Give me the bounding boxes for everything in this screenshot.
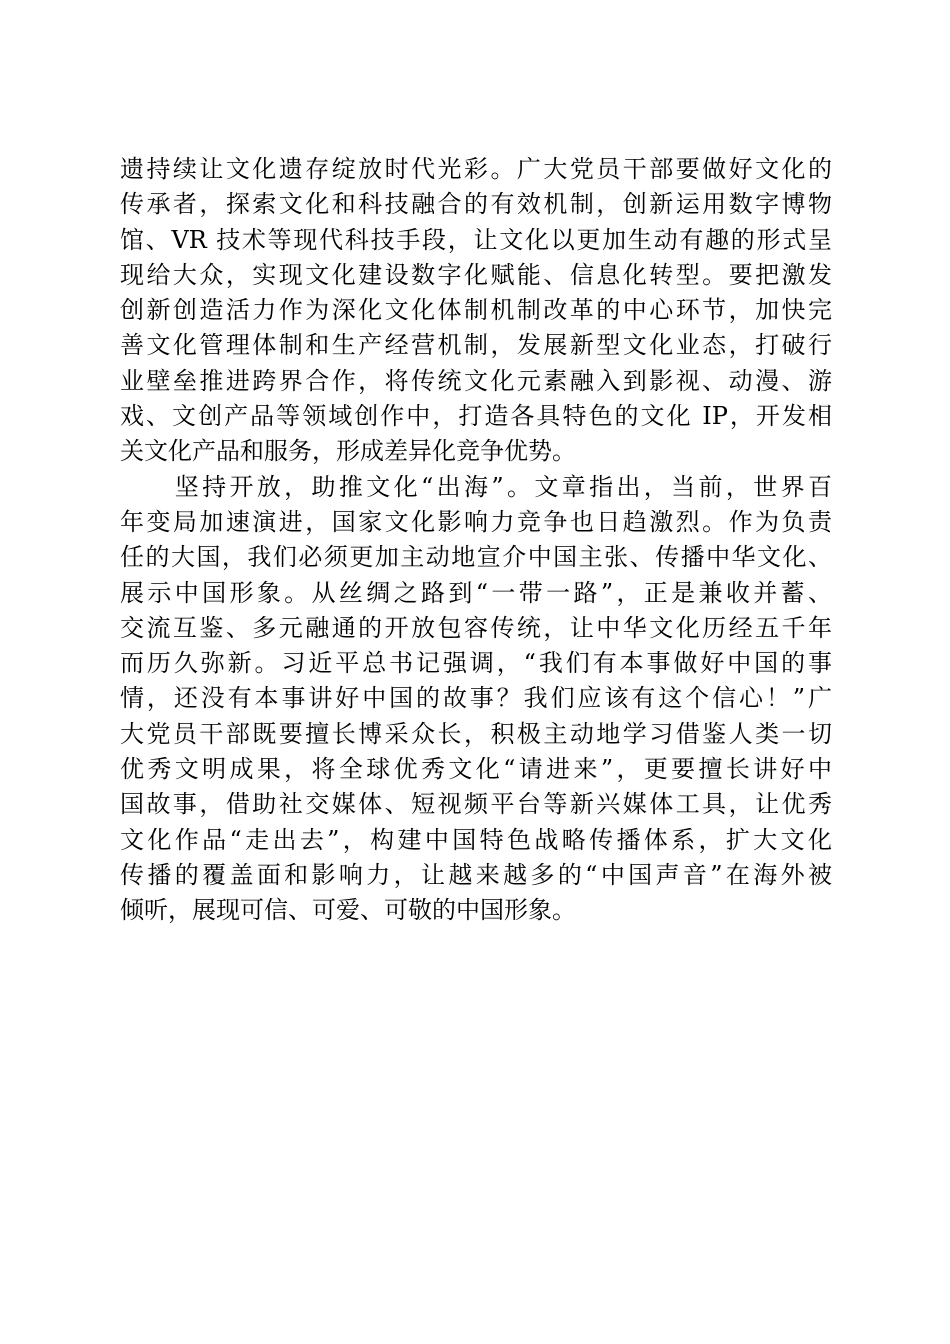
paragraph-line: 业壁垒推进跨界合作，将传统文化元素融入到影视、动漫、游 bbox=[120, 366, 832, 395]
paragraph-line: 关文化产品和服务，形成差异化竞争优势。 bbox=[120, 437, 576, 466]
paragraph-line: 传承者，探索文化和科技融合的有效机制，创新运用数字博物 bbox=[120, 190, 832, 219]
paragraph-line: 戏、文创产品等领域创作中，打造各具特色的文化 IP，开发相 bbox=[120, 402, 832, 431]
paragraph-line: 倾听，展现可信、可爱、可敬的中国形象。 bbox=[120, 896, 576, 925]
paragraph-line: 传播的覆盖面和影响力，让越来越多的“中国声音”在海外被 bbox=[120, 860, 832, 889]
paragraph-2 bbox=[120, 470, 832, 929]
paragraph-line: 坚持开放，助推文化“出海”。文章指出，当前，世界百 bbox=[120, 472, 832, 501]
paragraph-line: 大党员干部既要擅长博采众长，积极主动地学习借鉴人类一切 bbox=[120, 719, 832, 748]
paragraph-line: 情，还没有本事讲好中国的故事？我们应该有这个信心！”广 bbox=[120, 684, 832, 713]
paragraph-line: 现给大众，实现文化建设数字化赋能、信息化转型。要把激发 bbox=[120, 260, 832, 289]
paragraph-line: 遗持续让文化遗存绽放时代光彩。广大党员干部要做好文化的 bbox=[120, 155, 832, 183]
paragraph-line: 任的大国，我们必须更加主动地宣介中国主张、传播中华文化、 bbox=[120, 543, 832, 572]
document-body bbox=[120, 152, 832, 929]
paragraph-line: 而历久弥新。习近平总书记强调，“我们有本事做好中国的事 bbox=[120, 649, 832, 678]
paragraph-line: 善文化管理体制和生产经营机制，发展新型文化业态，打破行 bbox=[120, 331, 832, 360]
paragraph-line: 文化作品“走出去”，构建中国特色战略传播体系，扩大文化 bbox=[120, 825, 832, 854]
paragraph-line: 国故事，借助社交媒体、短视频平台等新兴媒体工具，让优秀 bbox=[120, 790, 832, 819]
paragraph-line: 展示中国形象。从丝绸之路到“一带一路”，正是兼收并蓄、 bbox=[120, 578, 832, 607]
paragraph-line: 馆、VR 技术等现代科技手段，让文化以更加生动有趣的形式呈 bbox=[120, 225, 832, 254]
paragraph-line: 年变局加速演进，国家文化影响力竞争也日趋激烈。作为负责 bbox=[120, 507, 832, 536]
paragraph-line: 交流互鉴、多元融通的开放包容传统，让中华文化历经五千年 bbox=[120, 613, 832, 642]
paragraph-line: 优秀文明成果，将全球优秀文化“请进来”，更要擅长讲好中 bbox=[120, 755, 832, 784]
paragraph-1 bbox=[120, 152, 832, 470]
paragraph-line: 创新创造活力作为深化文化体制机制改革的中心环节，加快完 bbox=[120, 296, 832, 325]
